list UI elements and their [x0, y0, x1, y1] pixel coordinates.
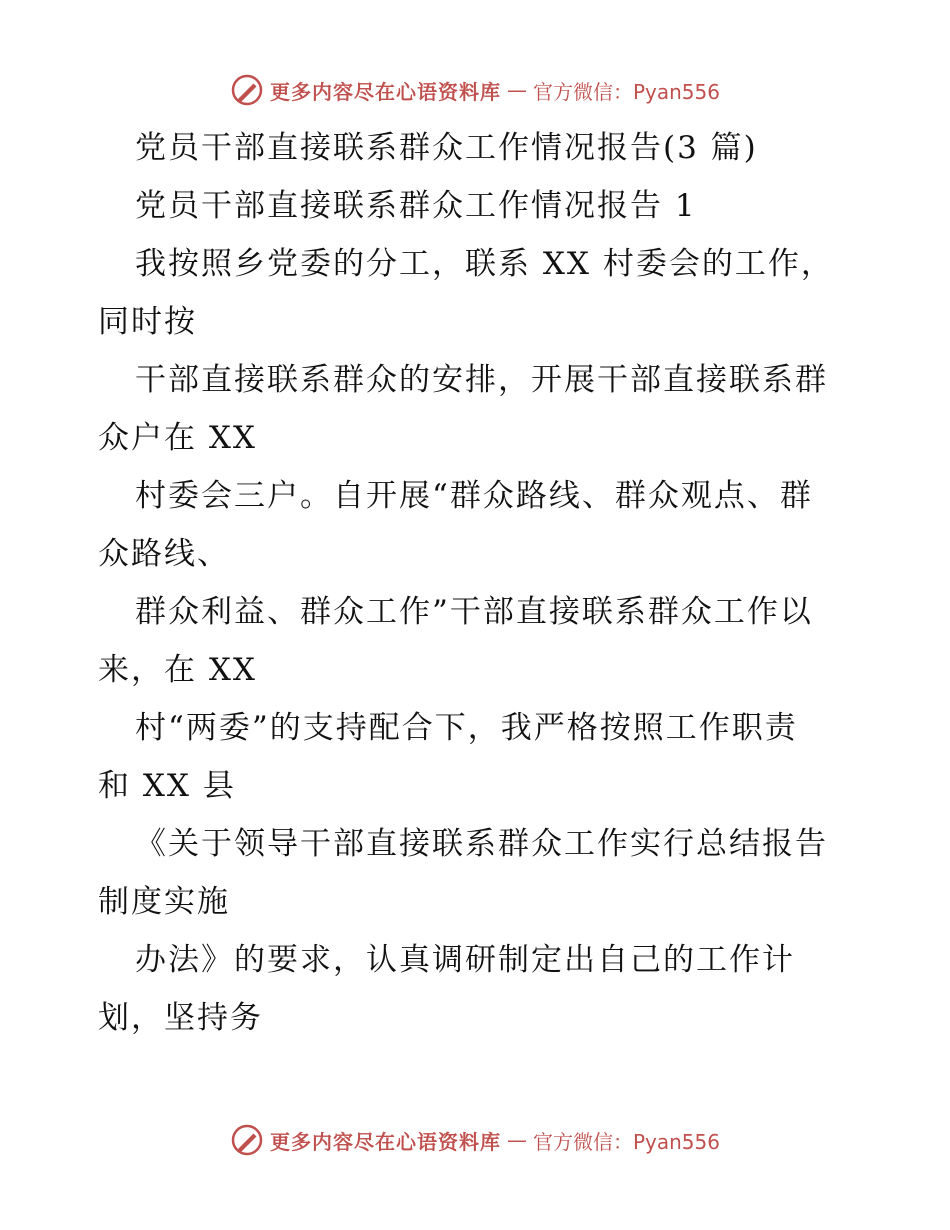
text-line: 制度实施	[98, 884, 230, 920]
document-title: 党员干部直接联系群众工作情况报告(3 篇)	[135, 130, 758, 166]
text-line: 划，坚持务	[98, 1000, 263, 1036]
text-line: 来，在 XX	[98, 652, 257, 688]
text-line: 干部直接联系群众的安排，开展干部直接联系群	[135, 362, 828, 398]
text-line: 《关于领导干部直接联系群众工作实行总结报告	[135, 826, 828, 862]
text-line: 村委会三户。自开展“群众路线、群众观点、群	[135, 478, 813, 514]
footer-banner	[0, 1120, 950, 1160]
text-line: 和 XX 县	[98, 768, 236, 804]
text-line: 群众利益、群众工作”干部直接联系群众工作以	[135, 594, 813, 630]
header-banner	[0, 70, 950, 110]
text-line: 村“两委”的支持配合下，我严格按照工作职责	[135, 710, 798, 746]
banner-brand: 更多内容尽在心语资料库	[269, 1129, 501, 1154]
banner-wechat: 官方微信：Pyan556	[532, 79, 720, 104]
text-line: 众户在 XX	[98, 420, 257, 456]
quill-logo-icon	[230, 73, 264, 107]
banner-wechat: 官方微信：Pyan556	[532, 1129, 720, 1154]
text-line: 办法》的要求，认真调研制定出自己的工作计	[135, 942, 795, 978]
text-line: 我按照乡党委的分工，联系 XX 村委会的工作，	[135, 246, 834, 282]
banner-dash: —	[506, 1128, 527, 1152]
section-heading: 党员干部直接联系群众工作情况报告 1	[135, 188, 697, 224]
quill-logo-icon	[230, 1123, 264, 1157]
banner-brand: 更多内容尽在心语资料库	[269, 79, 501, 104]
text-line: 众路线、	[98, 536, 230, 572]
banner-dash: —	[506, 78, 527, 102]
text-line: 同时按	[98, 304, 197, 340]
